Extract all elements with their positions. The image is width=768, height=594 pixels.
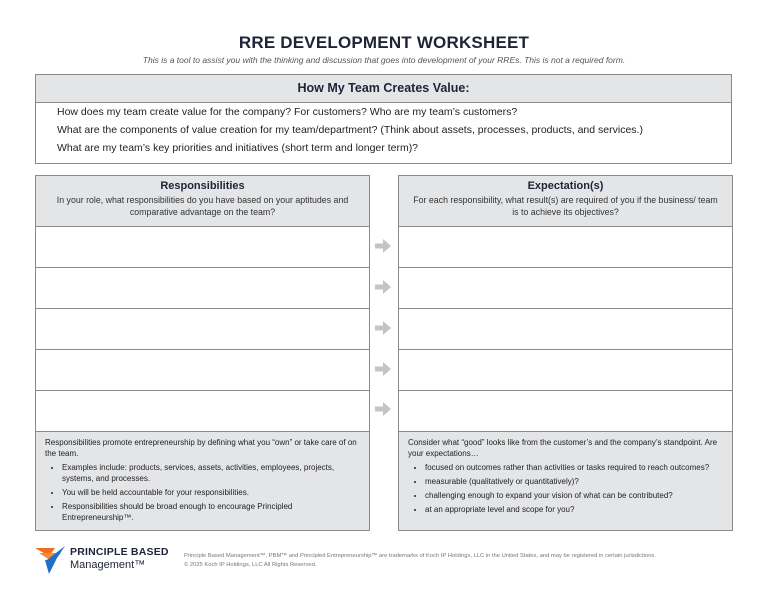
expectations-header — [399, 176, 732, 227]
responsibility-row-1[interactable] — [36, 227, 369, 268]
expectations-guidance-item: • focused on outcomes rather than activities or tasks required to reach outcomes? — [425, 462, 723, 473]
legal-notice — [184, 552, 656, 569]
responsibilities-guidance-item: • Responsibilities should be broad enough to encourage Principled Entrepreneurship™. — [62, 501, 360, 523]
expectations-guidance-item: • measurable (qualitatively or quantitatively)? — [425, 476, 723, 487]
expectations-title: Expectation(s) — [527, 180, 604, 192]
responsibilities-column — [35, 175, 370, 531]
responsibilities-title: Responsibilities — [160, 180, 245, 192]
responsibilities-guidance-intro: Responsibilities promote entrepreneurship by defining what you “own” or take care of on the team. — [45, 438, 357, 458]
value-question: What are the components of value creation for my team/department? (Think about assets, processes, products, and services.) — [57, 124, 643, 136]
logo-wordmark-line1: PRINCIPLE BASED — [70, 546, 169, 558]
expectation-row-2[interactable] — [399, 268, 732, 309]
expectations-guidance-intro: Consider what “good” looks like from the customer’s and the company’s standpoint. Are your expectations… — [408, 438, 718, 458]
responsibilities-guidance — [36, 432, 369, 530]
value-section — [35, 74, 732, 164]
expectations-guidance — [399, 432, 732, 530]
value-question: How does my team create value for the company? For customers? Who are my team’s customers? — [57, 106, 518, 118]
arrow-right-icon — [375, 402, 391, 416]
logo-wordmark-line2: Management™ — [70, 559, 146, 571]
responsibility-row-3[interactable] — [36, 309, 369, 350]
expectation-row-3[interactable] — [399, 309, 732, 350]
arrow-right-icon — [375, 362, 391, 376]
legal-trademark-text: Principle Based Management™, PBM™ and Principled Entrepreneurship™ are trademarks of Koch IP Holdings, LLC in the United States, and may be registered in certain jurisdictions. — [184, 553, 656, 559]
responsibilities-guidance-item: • Examples include: products, services, assets, activities, employees, projects, systems, and processes. — [62, 462, 360, 484]
arrow-right-icon — [375, 280, 391, 294]
value-question: What are my team’s key priorities and initiatives (short term and longer term)? — [57, 142, 419, 154]
arrow-right-icon — [375, 321, 391, 335]
expectations-description: For each responsibility, what result(s) are required of you if the business/ team is to achieve its objectives? — [413, 195, 718, 217]
expectations-guidance-item: • at an appropriate level and scope for you? — [425, 504, 723, 515]
expectation-row-5[interactable] — [399, 391, 732, 432]
page-subtitle: This is a tool to assist you with the thinking and discussion that goes into development of your RREs. This is not a required form. — [142, 55, 626, 65]
legal-copyright-text: © 2025 Koch IP Holdings, LLC All Rights Reserved. — [184, 561, 317, 568]
responsibility-row-2[interactable] — [36, 268, 369, 309]
responsibility-row-4[interactable] — [36, 350, 369, 391]
responsibilities-header — [36, 176, 369, 227]
value-section-heading: How My Team Creates Value: — [36, 75, 731, 103]
page-title: RRE DEVELOPMENT WORKSHEET — [238, 33, 530, 52]
expectation-row-1[interactable] — [399, 227, 732, 268]
responsibilities-guidance-item: • You will be held accountable for your responsibilities. — [62, 487, 360, 498]
expectations-guidance-item: • challenging enough to expand your vision of what can be contributed? — [425, 490, 723, 501]
responsibilities-description: In your role, what responsibilities do you have based on your aptitudes and comparative advantage on the team? — [56, 195, 349, 217]
expectation-row-4[interactable] — [399, 350, 732, 391]
responsibility-row-5[interactable] — [36, 391, 369, 432]
expectations-column — [398, 175, 733, 531]
arrow-right-icon — [375, 239, 391, 253]
pbm-logo-icon — [35, 546, 67, 576]
